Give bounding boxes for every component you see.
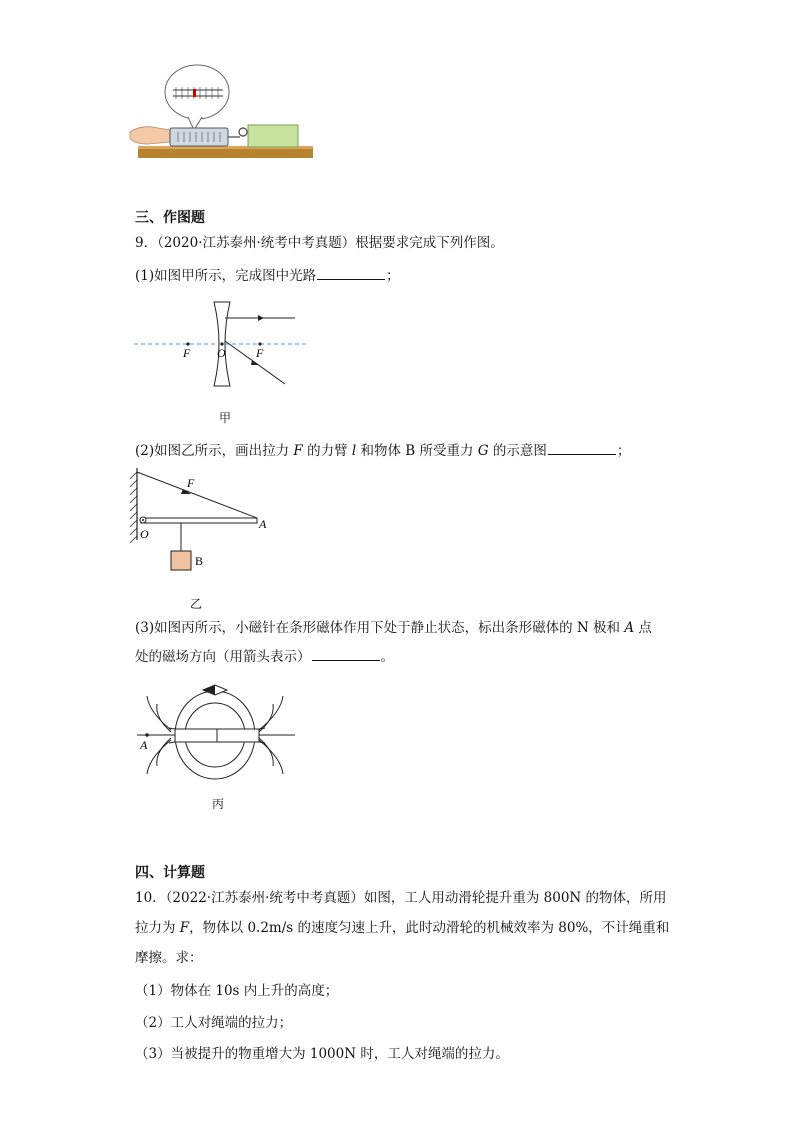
question-9-stem: 9．（2020·江苏泰州·统考中考真题）根据要求完成下列作图。: [135, 235, 504, 251]
part-3-tail: 。: [380, 649, 394, 665]
question-10-line-3: 摩擦。求：: [135, 950, 203, 966]
question-10-sub-3: （3）当被提升的物重增大为 1000N 时，工人对绳端的拉力。: [135, 1046, 509, 1062]
question-10-sub-2: （2）工人对绳端的拉力；: [135, 1015, 293, 1031]
figure-bing-magnet-field: [133, 682, 303, 792]
question-9-part-3-line-2: [135, 647, 394, 667]
part-2-text-2: 的力臂: [302, 443, 352, 459]
answer-blank-2[interactable]: [548, 442, 616, 455]
var-F: F: [293, 443, 303, 459]
label-point-A-magnet: A: [140, 738, 148, 752]
part-3-text-3: 处的磁场方向（用箭头表示）: [135, 649, 311, 665]
question-10-sub-1: （1）物体在 10s 内上升的高度；: [135, 983, 339, 999]
label-optical-center: O: [217, 346, 226, 360]
section-heading-3: 三、作图题: [135, 210, 205, 226]
part-2-text-4: 的示意图: [488, 443, 547, 459]
label-focus-left: F: [183, 346, 191, 360]
figure-yi-lever: [125, 466, 285, 576]
section-heading-4: 四、计算题: [135, 865, 205, 881]
figure-yi-caption: 乙: [190, 597, 203, 611]
part-2-tail: ；: [616, 443, 631, 459]
q10-line-2-a: 拉力为: [135, 920, 180, 936]
part-2-text-1: (2)如图乙所示，画出拉力: [135, 443, 294, 459]
var-F-q10: F: [179, 920, 190, 936]
label-force-F: F: [187, 476, 195, 490]
part-1-text: (1)如图甲所示，完成图中光路: [135, 268, 317, 284]
label-focus-right: F: [256, 346, 264, 360]
part-3-text-1: (3)如图丙所示，小磁针在条形磁体作用下处于静止状态，标出条形磁体的 N 极和: [135, 620, 625, 636]
question-9-part-3-line-1: [135, 618, 652, 638]
var-l: l: [351, 443, 357, 459]
part-2-text-3: 和物体 B 所受重力: [356, 443, 478, 459]
figure-jia-concave-lens: [130, 296, 310, 396]
question-10-line-2: [135, 918, 669, 938]
part-3-text-2: 点: [634, 620, 652, 636]
question-10-line-1: 10．（2022·江苏泰州·统考中考真题）如图，工人用动滑轮提升重为 800N 的物体，所用: [135, 890, 667, 906]
spring-scale-figure: [128, 62, 318, 162]
question-9-part-1: [135, 266, 400, 286]
label-pivot-O: O: [140, 527, 149, 541]
figure-bing-caption: 丙: [212, 797, 225, 811]
figure-jia-caption: 甲: [219, 411, 232, 425]
label-object-B: B: [195, 554, 204, 568]
q10-line-2-b: ，物体以 0.2m/s 的速度匀速上升，此时动滑轮的机械效率为 80%，不计绳重和: [189, 920, 670, 936]
label-point-A: A: [259, 517, 267, 531]
part-1-tail: ；: [386, 268, 400, 284]
answer-blank-1[interactable]: [317, 267, 385, 280]
var-A: A: [624, 620, 635, 636]
question-9-part-2: [135, 441, 630, 461]
var-G: G: [477, 443, 489, 459]
answer-blank-3[interactable]: [312, 648, 380, 661]
